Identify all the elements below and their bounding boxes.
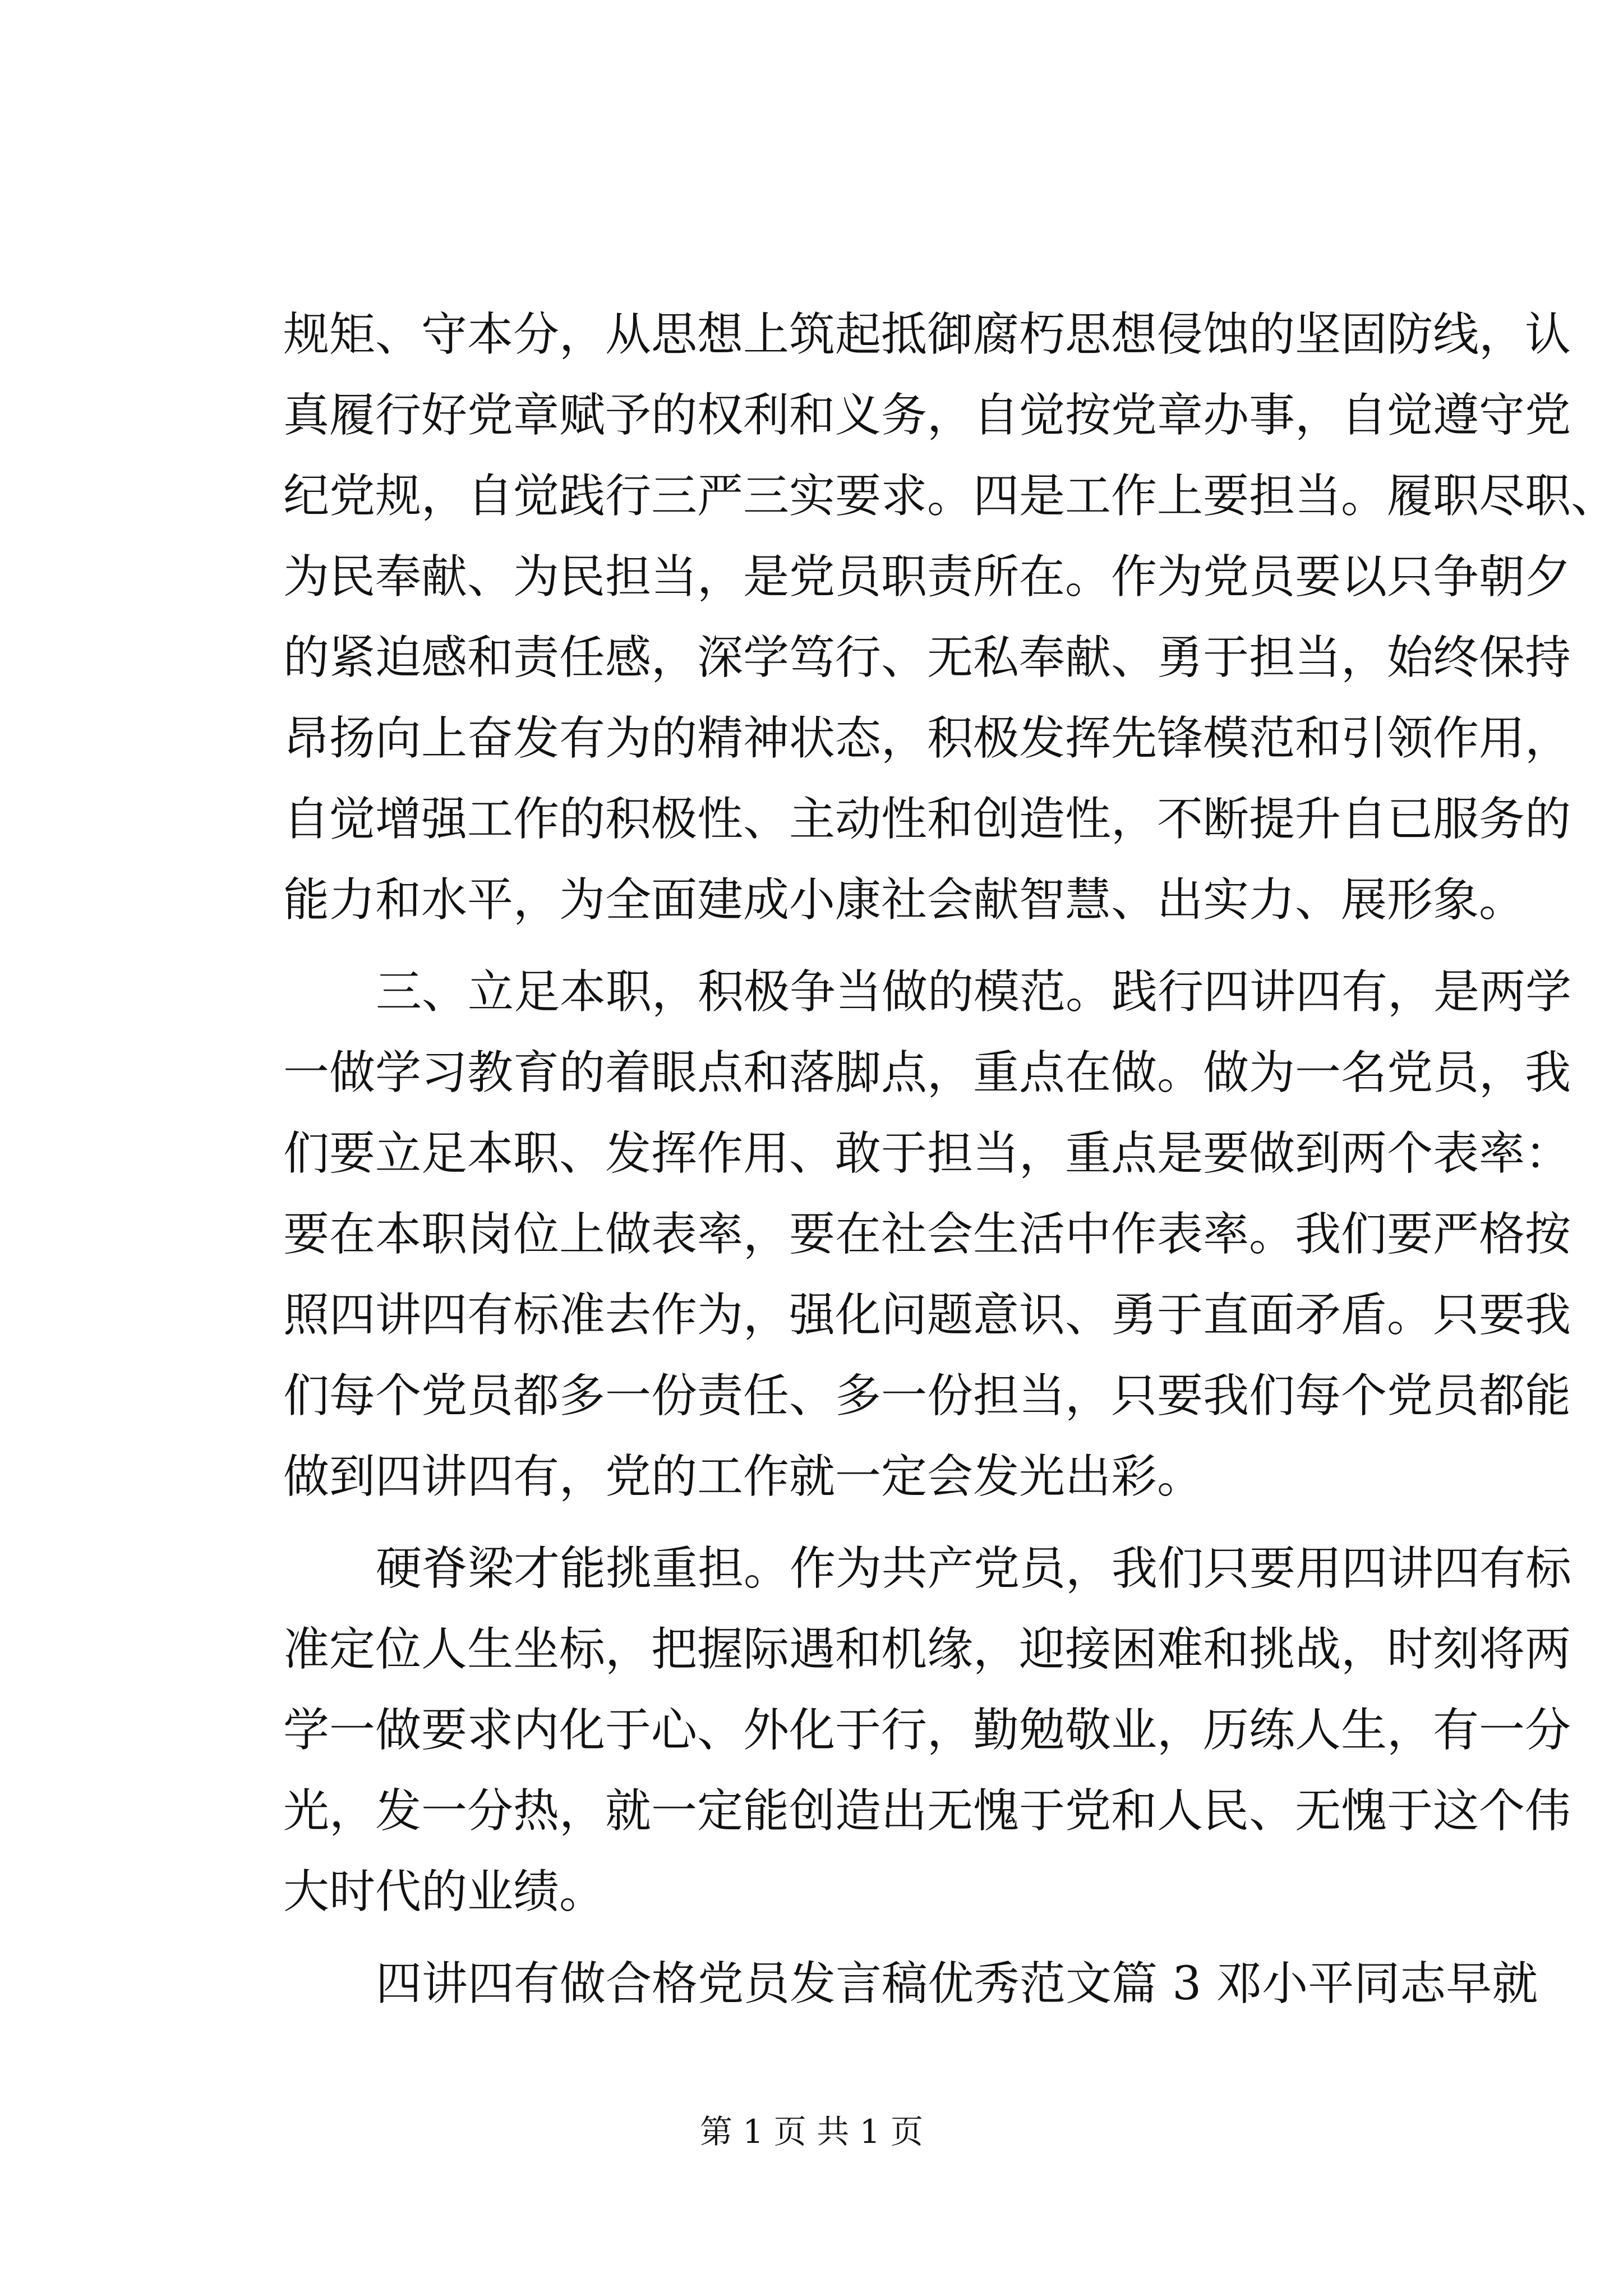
text-line: 学一做要求内化于心、外化于行，勤勉敬业，历练人生，有一分 [283,1704,1571,1757]
paragraph-1 [283,295,1617,941]
text-line: 的紧迫感和责任感，深学笃行、无私奉献、勇于担当，始终保持 [283,631,1571,684]
text-line: 真履行好党章赋予的权利和义务，自觉按党章办事，自觉遵守党 [283,389,1571,442]
text-line: 一做学习教育的着眼点和落脚点，重点在做。做为一名党员，我 [283,1046,1571,1099]
text-line: 为民奉献、为民担当，是党员职责所在。作为党员要以只争朝夕 [283,550,1571,604]
text-line: 能力和水平，为全面建成小康社会献智慧、出实力、展形象。 [283,873,1525,927]
text-line: 硬脊梁才能挑重担。作为共产党员，我们只要用四讲四有标 [376,1542,1572,1595]
text-line: 大时代的业绩。 [283,1865,606,1918]
text-line: 要在本职岗位上做表率，要在社会生活中作表率。我们要严格按 [283,1208,1571,1261]
text-line: 四讲四有做合格党员发言稿优秀范文篇 3 邓小平同志早就 [376,1957,1538,2010]
document-body [283,295,1617,2024]
text-line: 照四讲四有标准去作为，强化问题意识、勇于直面矛盾。只要我 [283,1289,1571,1342]
text-line: 自觉增强工作的积极性、主动性和创造性，不断提升自已服务的 [283,793,1571,846]
text-line: 们要立足本职、发挥作用、敢于担当，重点是要做到两个表率： [283,1127,1571,1180]
text-line: 纪党规，自觉践行三严三实要求。四是工作上要担当。履职尽职、 [283,470,1617,523]
paragraph-2 [283,952,1572,1517]
text-line: 准定位人生坐标，把握际遇和机缘，迎接困难和挑战，时刻将两 [283,1623,1571,1676]
text-line: 规矩、守本分，从思想上筑起抵御腐朽思想侵蚀的坚固防线，认 [283,308,1571,361]
text-line: 三、立足本职，积极争当做的模范。践行四讲四有，是两学 [376,965,1572,1019]
paragraph-3 [283,1529,1572,1932]
text-line: 做到四讲四有，党的工作就一定会发光出彩。 [283,1450,1204,1503]
paragraph-4 [283,1944,1538,2024]
text-line: 昂扬向上奋发有为的精神状态，积极发挥先锋模范和引领作用， [283,712,1571,765]
page-number: 第 1 页 共 1 页 [700,2113,923,2151]
page-footer [0,2109,1623,2154]
text-line: 光，发一分热，就一定能创造出无愧于党和人民、无愧于这个伟 [283,1784,1571,1838]
text-line: 们每个党员都多一份责任、多一份担当，只要我们每个党员都能 [283,1369,1571,1423]
